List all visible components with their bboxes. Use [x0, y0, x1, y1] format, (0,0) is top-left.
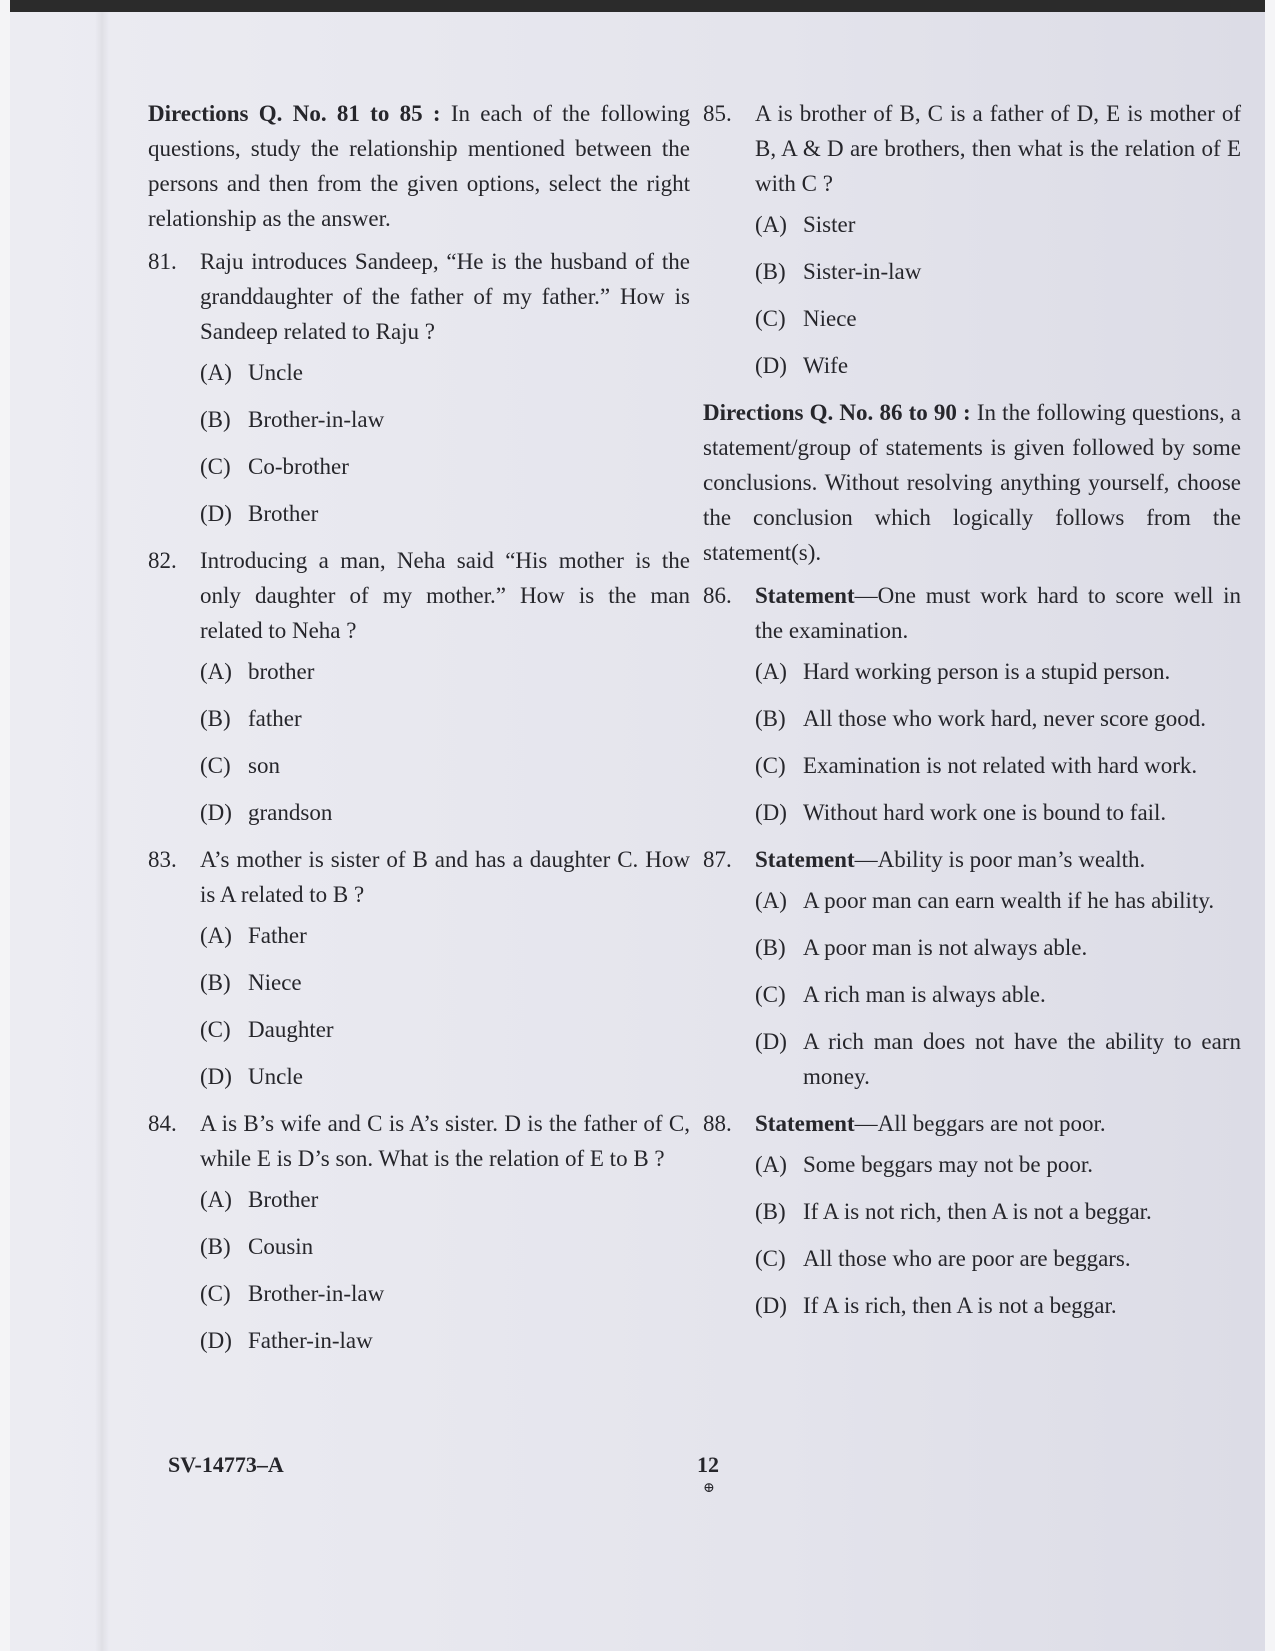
statement-body: —All beggars are not poor. — [854, 1111, 1106, 1136]
option-text: Niece — [248, 970, 302, 995]
option-b — [755, 930, 1241, 965]
question-number: 84. — [148, 1111, 177, 1136]
option-b — [755, 254, 1241, 289]
option-b — [755, 701, 1241, 736]
option-text: grandson — [248, 800, 333, 825]
option-b — [755, 1194, 1241, 1229]
option-b — [200, 701, 690, 736]
options-list — [200, 1182, 690, 1358]
option-text: Father-in-law — [248, 1328, 373, 1353]
option-d — [755, 1288, 1241, 1323]
scan-right-margin — [1265, 0, 1275, 1651]
directions-label: Directions Q. No. 86 to 90 : — [703, 400, 971, 425]
option-letter: (D) — [755, 800, 787, 825]
option-a — [200, 355, 690, 390]
question-text: Raju introduces Sandeep, “He is the husband of the granddaughter of the father of my father.” How is Sandeep related to Raju ? — [200, 249, 690, 344]
option-letter: (B) — [755, 259, 786, 284]
paper-code: SV-14773–A — [168, 1452, 284, 1477]
question-number: 81. — [148, 249, 177, 274]
question-88 — [703, 1106, 1241, 1323]
directions-text: In the following questions, a statement/group of statements is given followed by some conclusions. Without resolving anything yourself, choose the conclusion which logically follows from the statement(s). — [703, 400, 1242, 565]
option-d — [755, 348, 1241, 383]
option-text: Co-brother — [248, 454, 349, 479]
option-letter: (C) — [200, 1017, 231, 1042]
option-letter: (C) — [755, 982, 786, 1007]
statement-label: Statement — [755, 1111, 855, 1136]
option-text: Brother — [248, 1187, 319, 1212]
option-text: Wife — [803, 353, 849, 378]
question-number: 82. — [148, 548, 177, 573]
option-a — [755, 207, 1241, 242]
option-text: Uncle — [248, 360, 303, 385]
option-letter: (A) — [755, 1152, 787, 1177]
option-letter: (A) — [200, 923, 232, 948]
option-d — [200, 1059, 690, 1094]
option-c — [200, 1012, 690, 1047]
question-84 — [148, 1106, 690, 1358]
question-number: 86. — [703, 583, 732, 608]
question-85 — [703, 96, 1241, 383]
question-87 — [703, 842, 1241, 1094]
option-text: Brother-in-law — [248, 1281, 385, 1306]
statement-text — [755, 842, 1241, 877]
option-letter: (B) — [200, 970, 231, 995]
options-list — [200, 918, 690, 1094]
option-d — [200, 795, 690, 830]
options-list — [755, 883, 1241, 1094]
option-b — [200, 1229, 690, 1264]
option-text: A rich man does not have the ability to earn money. — [803, 1029, 1241, 1089]
option-letter: (C) — [200, 454, 231, 479]
option-text: Hard working person is a stupid person. — [803, 659, 1171, 684]
options-list — [755, 1147, 1241, 1323]
option-a — [755, 654, 1241, 689]
option-text: If A is rich, then A is not a beggar. — [803, 1293, 1117, 1318]
option-letter: (D) — [755, 1293, 787, 1318]
options-list — [755, 207, 1241, 383]
option-c — [200, 1276, 690, 1311]
option-letter: (C) — [200, 1281, 231, 1306]
option-c — [755, 1241, 1241, 1276]
option-letter: (A) — [200, 360, 232, 385]
question-text: A’s mother is sister of B and has a daughter C. How is A related to B ? — [200, 847, 690, 907]
question-text: A is brother of B, C is a father of D, E is mother of B, A & D are brothers, then what is the relation of E with C ? — [755, 101, 1241, 196]
option-a — [200, 654, 690, 689]
option-letter: (D) — [755, 1029, 787, 1054]
option-text: All those who are poor are beggars. — [803, 1246, 1131, 1271]
option-text: brother — [248, 659, 315, 684]
option-b — [200, 402, 690, 437]
option-text: Sister-in-law — [803, 259, 922, 284]
statement-label: Statement — [755, 583, 855, 608]
statement-body: —Ability is poor man’s wealth. — [854, 847, 1146, 872]
registration-mark-icon: ⊕ — [703, 1481, 715, 1496]
option-letter: (B) — [200, 1234, 231, 1259]
option-text: Daughter — [248, 1017, 334, 1042]
option-letter: (C) — [755, 753, 786, 778]
option-text: Uncle — [248, 1064, 303, 1089]
options-list — [200, 654, 690, 830]
option-d — [755, 795, 1241, 830]
option-text: Without hard work one is bound to fail. — [803, 800, 1167, 825]
option-letter: (D) — [200, 1064, 232, 1089]
statement-label: Statement — [755, 847, 855, 872]
question-82 — [148, 543, 690, 830]
option-a — [755, 1147, 1241, 1182]
option-text: Some beggars may not be poor. — [803, 1152, 1094, 1177]
right-column — [703, 96, 1241, 1335]
option-c — [755, 977, 1241, 1012]
option-text: Brother — [248, 501, 319, 526]
question-number: 85. — [703, 101, 732, 126]
option-letter: (D) — [200, 800, 232, 825]
option-letter: (A) — [200, 659, 232, 684]
option-text: A poor man can earn wealth if he has ability. — [803, 888, 1215, 913]
question-number: 87. — [703, 847, 732, 872]
statement-body: —One must work hard to score well in the examination. — [755, 583, 1241, 643]
option-text: A poor man is not always able. — [803, 935, 1088, 960]
directions-81-85 — [148, 96, 690, 236]
option-letter: (B) — [755, 706, 786, 731]
option-letter: (D) — [755, 353, 787, 378]
option-letter: (A) — [755, 212, 787, 237]
left-column — [148, 96, 690, 1370]
scan-left-margin — [0, 0, 10, 1651]
option-d — [755, 1024, 1241, 1094]
option-b — [200, 965, 690, 1000]
option-letter: (B) — [755, 1199, 786, 1224]
option-letter: (A) — [755, 659, 787, 684]
option-c — [200, 748, 690, 783]
option-d — [200, 496, 690, 531]
option-letter: (C) — [200, 753, 231, 778]
option-text: Sister — [803, 212, 856, 237]
option-letter: (B) — [755, 935, 786, 960]
option-letter: (B) — [200, 706, 231, 731]
question-83 — [148, 842, 690, 1094]
option-text: All those who work hard, never score good. — [803, 706, 1207, 731]
directions-text: In each of the following questions, study the relationship mentioned between the persons and then from the given options, select the right relationship as the answer. — [148, 101, 690, 231]
option-c — [755, 301, 1241, 336]
question-number: 88. — [703, 1111, 732, 1136]
question-text: A is B’s wife and C is A’s sister. D is the father of C, while E is D’s son. What is the relation of E to B ? — [200, 1111, 690, 1171]
option-letter: (A) — [755, 888, 787, 913]
statement-text — [755, 578, 1241, 648]
question-number: 83. — [148, 847, 177, 872]
option-letter: (C) — [755, 1246, 786, 1271]
question-86 — [703, 578, 1241, 830]
option-text: Cousin — [248, 1234, 314, 1259]
option-a — [200, 918, 690, 953]
option-letter: (A) — [200, 1187, 232, 1212]
page-fold-shadow — [95, 12, 109, 1651]
scan-top-border — [0, 0, 1275, 12]
options-list — [200, 355, 690, 531]
option-text: father — [248, 706, 302, 731]
option-d — [200, 1323, 690, 1358]
option-c — [755, 748, 1241, 783]
option-letter: (D) — [200, 501, 232, 526]
question-text: Introducing a man, Neha said “His mother is the only daughter of my mother.” How is the man related to Neha ? — [200, 548, 690, 643]
statement-text — [755, 1106, 1241, 1141]
question-81 — [148, 244, 690, 531]
directions-label: Directions Q. No. 81 to 85 : — [148, 101, 441, 126]
option-text: Niece — [803, 306, 857, 331]
option-text: If A is not rich, then A is not a beggar. — [803, 1199, 1152, 1224]
option-letter: (C) — [755, 306, 786, 331]
option-a — [755, 883, 1241, 918]
option-text: Father — [248, 923, 307, 948]
option-text: Examination is not related with hard work. — [803, 753, 1198, 778]
option-text: son — [248, 753, 280, 778]
option-c — [200, 449, 690, 484]
option-letter: (D) — [200, 1328, 232, 1353]
option-letter: (B) — [200, 407, 231, 432]
option-text: Brother-in-law — [248, 407, 385, 432]
option-a — [200, 1182, 690, 1217]
page-number: 12 — [697, 1452, 719, 1477]
directions-86-90 — [703, 395, 1241, 570]
options-list — [755, 654, 1241, 830]
option-text: A rich man is always able. — [803, 982, 1046, 1007]
